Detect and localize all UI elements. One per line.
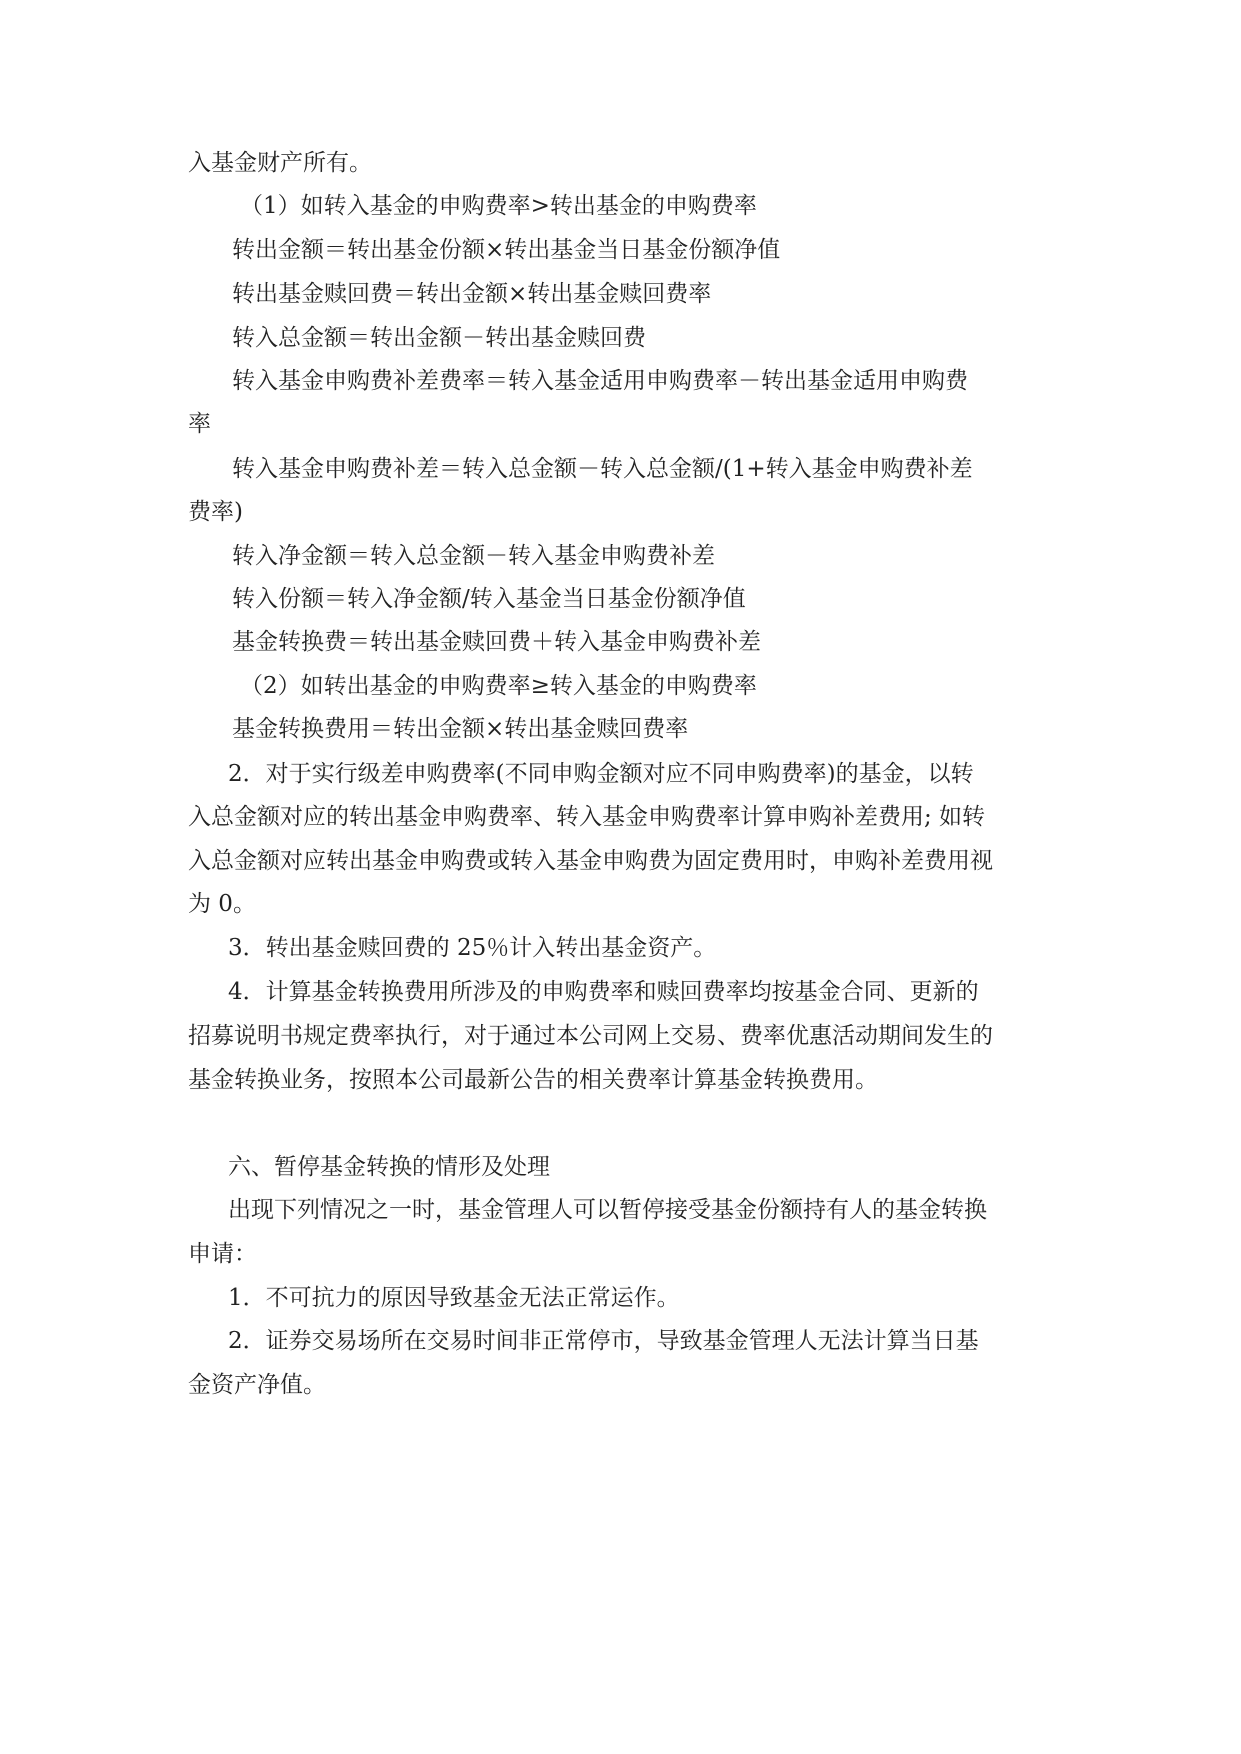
paragraph-line: 招募说明书规定费率执行，对于通过本公司网上交易、费率优惠活动期间发生的 xyxy=(188,1023,993,1049)
list-item: 1．不可抗力的原因导致基金无法正常运作。 xyxy=(228,1285,680,1311)
list-item-continuation: 金资产净值。 xyxy=(188,1372,326,1398)
text-line: （2）如转出基金的申购费率≥转入基金的申购费率 xyxy=(240,673,757,699)
list-item: 2．证券交易场所在交易时间非正常停市，导致基金管理人无法计算当日基 xyxy=(228,1328,979,1354)
paragraph-line: 入总金额对应转出基金申购费或转入基金申购费为固定费用时，申购补差费用视 xyxy=(188,848,993,874)
paragraph-line: 入总金额对应的转出基金申购费率、转入基金申购费率计算申购补差费用; 如转 xyxy=(188,804,986,830)
text-line: 费率) xyxy=(188,499,243,525)
text-line: 入基金财产所有。 xyxy=(188,150,372,176)
paragraph-line: 2．对于实行级差申购费率(不同申购金额对应不同申购费率)的基金，以转 xyxy=(228,761,974,787)
formula-line: 基金转换费用＝转出金额×转出基金赎回费率 xyxy=(232,716,689,742)
paragraph-line: 出现下列情况之一时，基金管理人可以暂停接受基金份额持有人的基金转换 xyxy=(228,1197,987,1223)
formula-line: 转出金额＝转出基金份额×转出基金当日基金份额净值 xyxy=(232,237,781,263)
formula-line: 转入份额＝转入净金额/转入基金当日基金份额净值 xyxy=(232,586,746,612)
paragraph-line: 基金转换业务，按照本公司最新公告的相关费率计算基金转换费用。 xyxy=(188,1067,878,1093)
formula-line: 转入基金申购费补差＝转入总金额－转入总金额/(1+转入基金申购费补差 xyxy=(232,456,973,482)
section-heading: 六、暂停基金转换的情形及处理 xyxy=(228,1154,550,1180)
formula-line: 转入总金额＝转出金额－转出基金赎回费 xyxy=(232,325,646,351)
text-line: 率 xyxy=(188,411,211,437)
formula-line: 转入净金额＝转入总金额－转入基金申购费补差 xyxy=(232,543,715,569)
text-line: （1）如转入基金的申购费率>转出基金的申购费率 xyxy=(240,193,757,219)
formula-line: 基金转换费＝转出基金赎回费＋转入基金申购费补差 xyxy=(232,629,761,655)
paragraph-line: 4．计算基金转换费用所涉及的申购费率和赎回费率均按基金合同、更新的 xyxy=(228,979,979,1005)
formula-line: 转出基金赎回费＝转出金额×转出基金赎回费率 xyxy=(232,281,712,307)
paragraph-line: 3．转出基金赎回费的 25％计入转出基金资产。 xyxy=(228,935,717,961)
formula-line: 转入基金申购费补差费率＝转入基金适用申购费率－转出基金适用申购费 xyxy=(232,368,968,394)
paragraph-line: 为 0。 xyxy=(188,891,256,917)
paragraph-line: 申请： xyxy=(188,1241,257,1267)
